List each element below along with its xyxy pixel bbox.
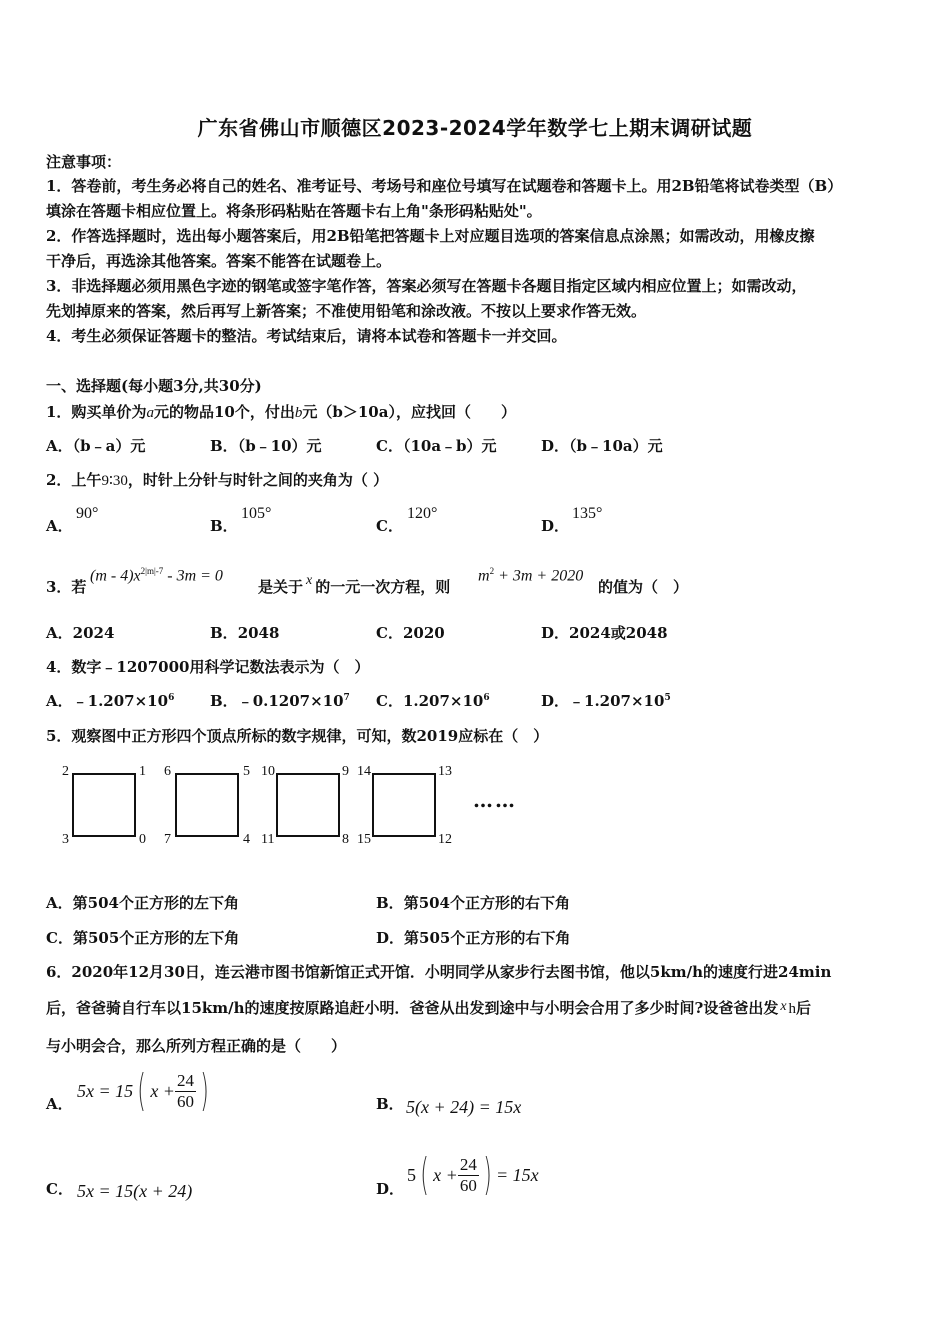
q4-option-b[interactable]: B．$﹣0.1207\times 10^7$: [210, 692, 350, 710]
q5-option-c[interactable]: C．第505个正方形的左下角: [46, 929, 240, 947]
notice-line: 干净后，再选涂其他答案。答案不能答在试题卷上。: [46, 252, 392, 270]
question-6-line-2: 后，爸爸骑自行车以15km/h的速度按原路追赶小明．爸爸从出发到途中与小明会合用了多少时间?设爸爸出发 x h后: [46, 999, 812, 1017]
page-title: 广东省佛山市顺德区2023-2024学年数学七上期末调研试题: [197, 116, 753, 140]
q4-option-c[interactable]: C．$1.207\times 10^6$: [376, 692, 490, 710]
square-2-bottom-right: 4: [243, 832, 250, 847]
q2-option-b[interactable]: B．: [210, 517, 238, 535]
q6-option-a-equation: 5x = 15( x + $\frac{24}{60}$ ): [77, 1065, 209, 1116]
q3-option-b[interactable]: B．2048: [210, 624, 280, 642]
q5-option-a[interactable]: A．第504个正方形的左下角: [46, 894, 239, 912]
q6-option-a[interactable]: A．: [46, 1095, 73, 1113]
q3-equation: $(m - 4)x^{2|m|-7} - 3m = 0$: [90, 566, 223, 585]
q5-option-d[interactable]: D．第505个正方形的右下角: [376, 929, 571, 947]
question-3-stem-d: 的值为（ ）: [598, 578, 689, 596]
notice-line: 填涂在答题卡相应位置上。将条形码粘贴在答题卡右上角"条形码粘贴处"。: [46, 202, 542, 220]
square-3-top-right: 9: [342, 764, 349, 779]
square-3-bottom-left: 11: [261, 832, 275, 847]
question-6-line-3: 与小明会合，那么所列方程正确的是（ ）: [46, 1037, 347, 1055]
square-1-top-right: 1: [139, 764, 146, 779]
q2-option-c[interactable]: C．: [376, 517, 403, 535]
question-3-stem-b: 是关于 x 的一元一次方程，则: [258, 573, 451, 596]
q6-option-d-equation: 5( x + $\frac{24}{60}$ )= 15x: [407, 1149, 539, 1200]
q3-option-d[interactable]: D．2024或2048: [541, 624, 668, 642]
q2-option-c-value: 120°: [407, 505, 438, 522]
notice-line: 1．答卷前，考生务必将自己的姓名、准考证号、考场号和座位号填写在试题卷和答题卡上。用2B铅笔将试卷类型（B）: [46, 177, 843, 195]
square-3: [276, 773, 340, 837]
q3-option-c[interactable]: C．2020: [376, 624, 445, 642]
square-3-bottom-right: 8: [342, 832, 349, 847]
q2-option-a[interactable]: A．: [46, 517, 73, 535]
square-4-bottom-right: 12: [438, 832, 452, 847]
question-4-stem: 4．数字﹣1207000用科学记数法表示为（ ）: [46, 658, 370, 676]
square-1: [72, 773, 136, 837]
q6-option-b-equation: 5(x + 24) = 15x: [406, 1097, 522, 1117]
question-2-stem: 2．上午9∶30，时针上分针与时针之间的夹角为（ ）: [46, 471, 389, 489]
square-3-top-left: 10: [261, 764, 275, 779]
question-3-stem-a: 3．若: [46, 578, 87, 596]
q5-option-b[interactable]: B．第504个正方形的右下角: [376, 894, 570, 912]
square-1-top-left: 2: [62, 764, 69, 779]
notice-heading: 注意事项：: [46, 153, 122, 171]
square-2-top-left: 6: [164, 764, 171, 779]
ellipsis: ……: [473, 788, 517, 812]
q6-option-d[interactable]: D．: [376, 1180, 405, 1198]
q2-option-d-value: 135°: [572, 505, 603, 522]
question-6-line-1: 6．2020年12月30日，连云港市图书馆新馆正式开馆．小明同学从家步行去图书馆，他以5km/h的速度行进24min: [46, 963, 832, 981]
notice-line: 3．非选择题必须用黑色字迹的钢笔或签字笔作答，答案必须写在答题卡各题目指定区域内相应位置上；如需改动，: [46, 277, 807, 295]
square-4-top-left: 14: [357, 764, 371, 779]
q6-option-c[interactable]: C．: [46, 1180, 73, 1198]
q1-option-b[interactable]: B．（b﹣10）元: [210, 437, 322, 455]
q2-option-d[interactable]: D．: [541, 517, 570, 535]
square-4: [372, 773, 436, 837]
section-heading: 一、选择题(每小题3分,共30分): [46, 377, 262, 395]
square-2-top-right: 5: [243, 764, 250, 779]
q3-expression: $m^2 + 3m + 2020$: [478, 566, 584, 585]
q4-option-d[interactable]: D．$﹣1.207\times 10^5$: [541, 692, 671, 710]
notice-line: 先划掉原来的答案，然后再写上新答案；不准使用铅笔和涂改液。不按以上要求作答无效。: [46, 302, 647, 320]
square-1-bottom-right: 0: [139, 832, 146, 847]
square-4-bottom-left: 15: [357, 832, 371, 847]
q4-option-a[interactable]: A．$﹣1.207\times 10^6$: [46, 692, 175, 710]
notice-line: 2．作答选择题时，选出每小题答案后，用2B铅笔把答题卡上对应题目选项的答案信息点涂黑；如需改动，用橡皮擦: [46, 227, 815, 245]
square-1-bottom-left: 3: [62, 832, 69, 847]
q1-option-c[interactable]: C．（10a﹣b）元: [376, 437, 497, 455]
notice-line: 4．考生必须保证答题卡的整洁。考试结束后，请将本试卷和答题卡一并交回。: [46, 327, 567, 345]
q3-option-a[interactable]: A．2024: [46, 624, 115, 642]
q2-option-b-value: 105°: [241, 505, 272, 522]
q6-option-b[interactable]: B．: [376, 1095, 404, 1113]
square-2-bottom-left: 7: [164, 832, 171, 847]
question-5-stem: 5．观察图中正方形四个顶点所标的数字规律，可知，数2019应标在（ ）: [46, 727, 549, 745]
q1-option-d[interactable]: D．（b﹣10a）元: [541, 437, 663, 455]
q6-option-c-equation: 5x = 15(x + 24): [77, 1181, 193, 1201]
q1-option-a[interactable]: A．（b﹣a）元: [46, 437, 146, 455]
square-4-top-right: 13: [438, 764, 452, 779]
square-2: [175, 773, 239, 837]
q2-option-a-value: 90°: [76, 505, 99, 522]
question-1-stem: 1．购买单价为a元的物品10个，付出b元（b＞10a），应找回（ ）: [46, 403, 516, 421]
